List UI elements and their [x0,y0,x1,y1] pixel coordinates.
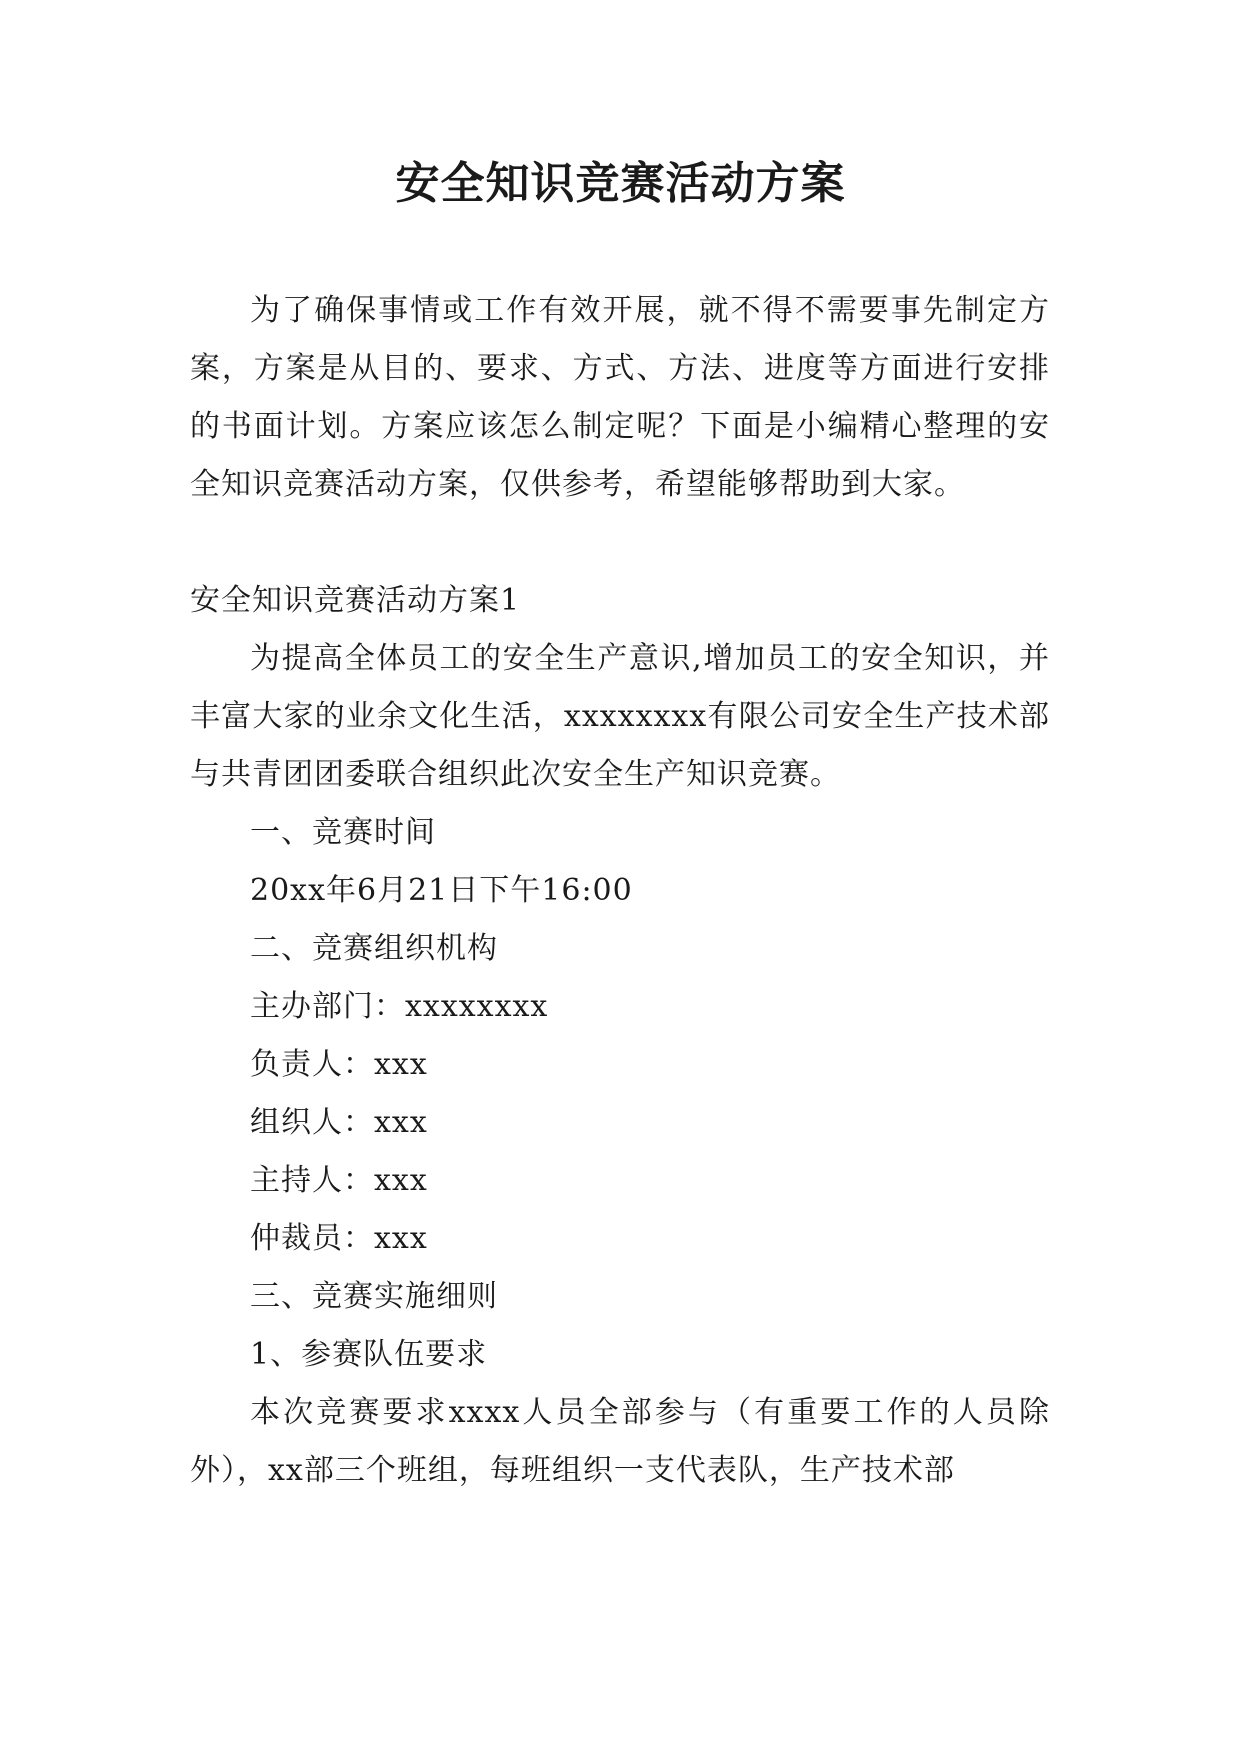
item-heading-rules: 三、竞赛实施细则 [250,1279,498,1314]
section-paragraph: 为提高全体员工的安全生产意识,增加员工的安全知识，并丰富大家的业余文化生活，xxxxxxxx有限公司安全生产技术部与共青团团委联合组织此次安全生产知识竞赛。 [190,641,1050,792]
document-title: 安全知识竞赛活动方案 [395,158,846,209]
org-leader: 负责人：xxx [250,1047,428,1082]
rules-subheading-teams: 1、参赛队伍要求 [250,1337,488,1372]
org-emcee: 主持人：xxx [250,1163,428,1198]
document-body [190,282,1050,1500]
section-heading: 安全知识竞赛活动方案1 [190,583,521,618]
org-host-department: 主办部门：xxxxxxxx [250,989,549,1024]
org-organizer: 组织人：xxx [250,1105,428,1140]
org-referee: 仲裁员：xxx [250,1221,428,1256]
rules-teams-paragraph: 本次竞赛要求xxxx人员全部参与（有重要工作的人员除外），xx部三个班组，每班组织一支代表队，生产技术部 [190,1395,1050,1488]
item-heading-time: 一、竞赛时间 [250,815,436,850]
competition-time: 20xx年6月21日下午16:00 [250,873,633,908]
item-heading-organization: 二、竞赛组织机构 [250,931,498,966]
intro-paragraph: 为了确保事情或工作有效开展，就不得不需要事先制定方案，方案是从目的、要求、方式、方法、进度等方面进行安排的书面计划。方案应该怎么制定呢？下面是小编精心整理的安全知识竞赛活动方案，仅供参考，希望能够帮助到大家。 [190,293,1050,502]
